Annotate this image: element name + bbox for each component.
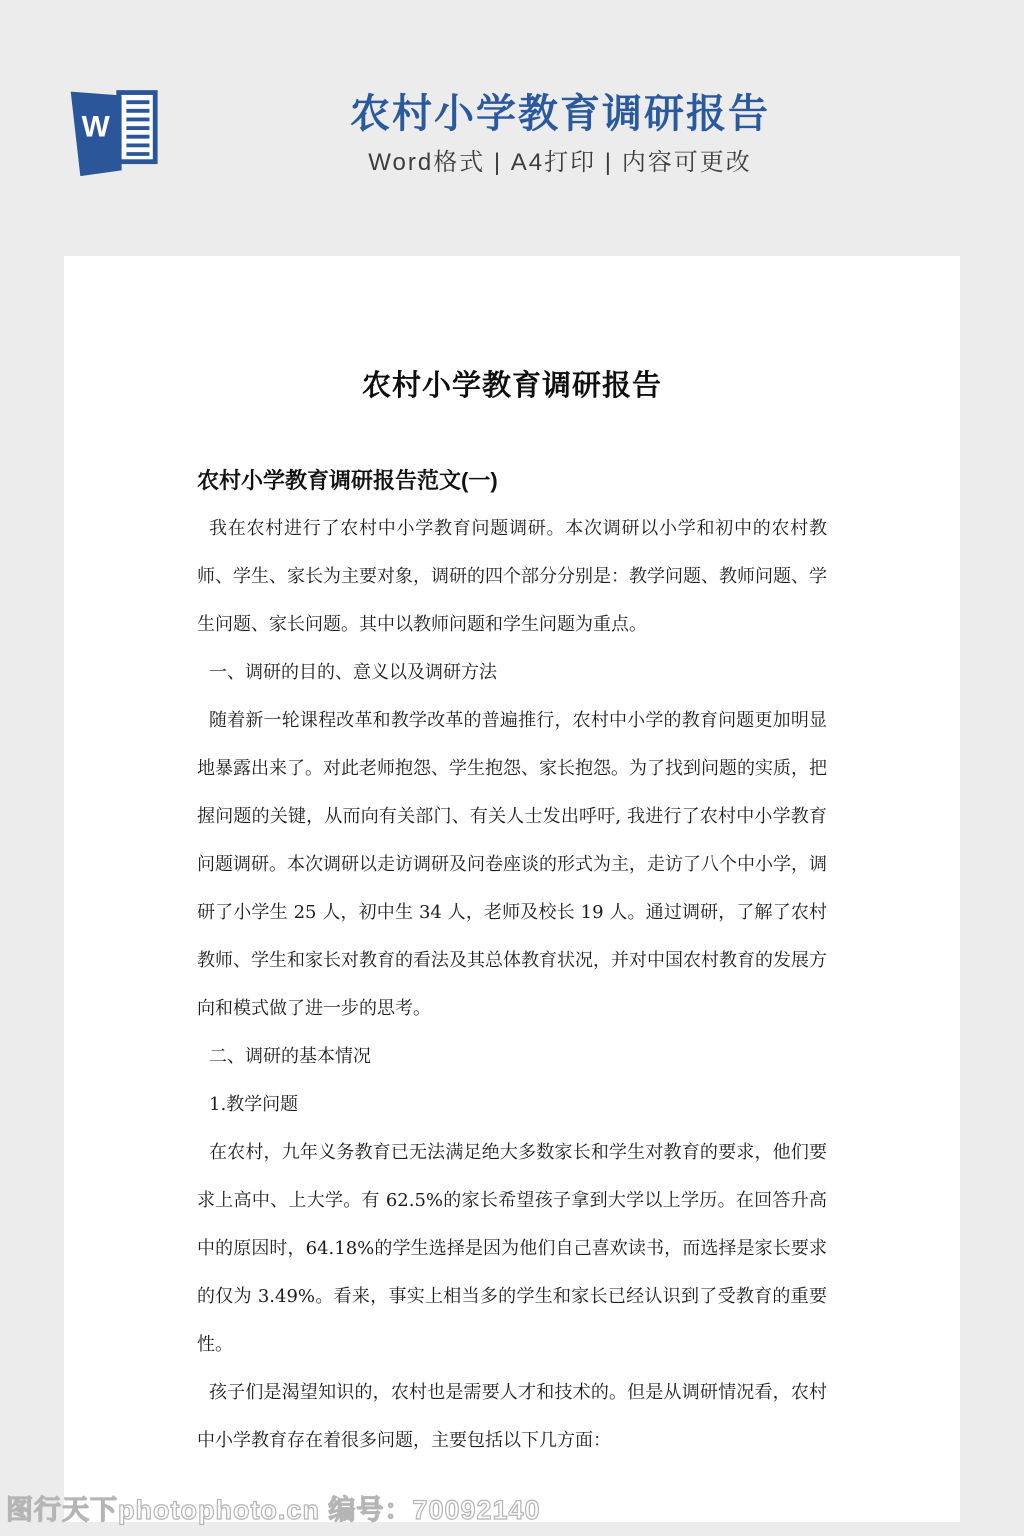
document-section-heading: 二、调研的基本情况: [209, 1046, 371, 1067]
header-title: 农村小学教育调研报告: [350, 92, 770, 136]
document-card: [64, 256, 960, 1522]
document-section-heading: 一、调研的目的、意义以及调研方法: [209, 662, 497, 683]
header-subtitle: Word格式 | A4打印 | 内容可更改: [368, 149, 752, 176]
document-paragraph: 我在农村进行了农村中小学教育问题调研。本次调研以小学和初中的农村教师、学生、家长为主要对象，调研的四个部分分别是：教学问题、教师问题、学生问题、家长问题。其中以教师问题和学生问题为重点。: [197, 518, 827, 635]
document-body: [197, 457, 827, 1465]
header-text-block: [96, 0, 1024, 178]
site-watermark: 图行天下photophoto.cn 编号：70092140: [6, 1495, 541, 1525]
document-subsection-heading: 1.教学问题: [209, 1094, 299, 1115]
document-paragraph: 孩子们是渴望知识的，农村也是需要人才和技术的。但是从调研情况看，农村中小学教育存在着很多问题，主要包括以下几方面：: [197, 1382, 827, 1451]
document-paragraph: 在农村，九年义务教育已无法满足绝大多数家长和学生对教育的要求，他们要求上高中、上大学。有 62.5%的家长希望孩子拿到大学以上学历。在回答升高中的原因时，64.18%的学生选择是因为他们自己喜欢读书，而选择是家长要求的仅为 3.49%。看来，事实上相当多的学生和家长已经认识到了受教育的重要性。: [197, 1142, 827, 1355]
document-subtitle: 农村小学教育调研报告范文(一): [197, 468, 498, 493]
word-icon-letter: W: [81, 110, 110, 144]
site-header: [0, 0, 1024, 256]
document-paragraph: 随着新一轮课程改革和教学改革的普遍推行，农村中小学的教育问题更加明显地暴露出来了。对此老师抱怨、学生抱怨、家长抱怨。为了找到问题的实质，把握问题的关键，从而向有关部门、有关人士发出呼吁, 我进行了农村中小学教育问题调研。本次调研以走访调研及问卷座谈的形式为主，走访了八个中小学，调研了小学生 25 人，初中生 34 人，老师及校长 19 人。通过调研，了解了农村教师、学生和家长对教育的看法及其总体教育状况，并对中国农村教育的发展方向和模式做了进一步的思考。: [197, 710, 827, 1019]
document-title: 农村小学教育调研报告: [361, 368, 662, 402]
